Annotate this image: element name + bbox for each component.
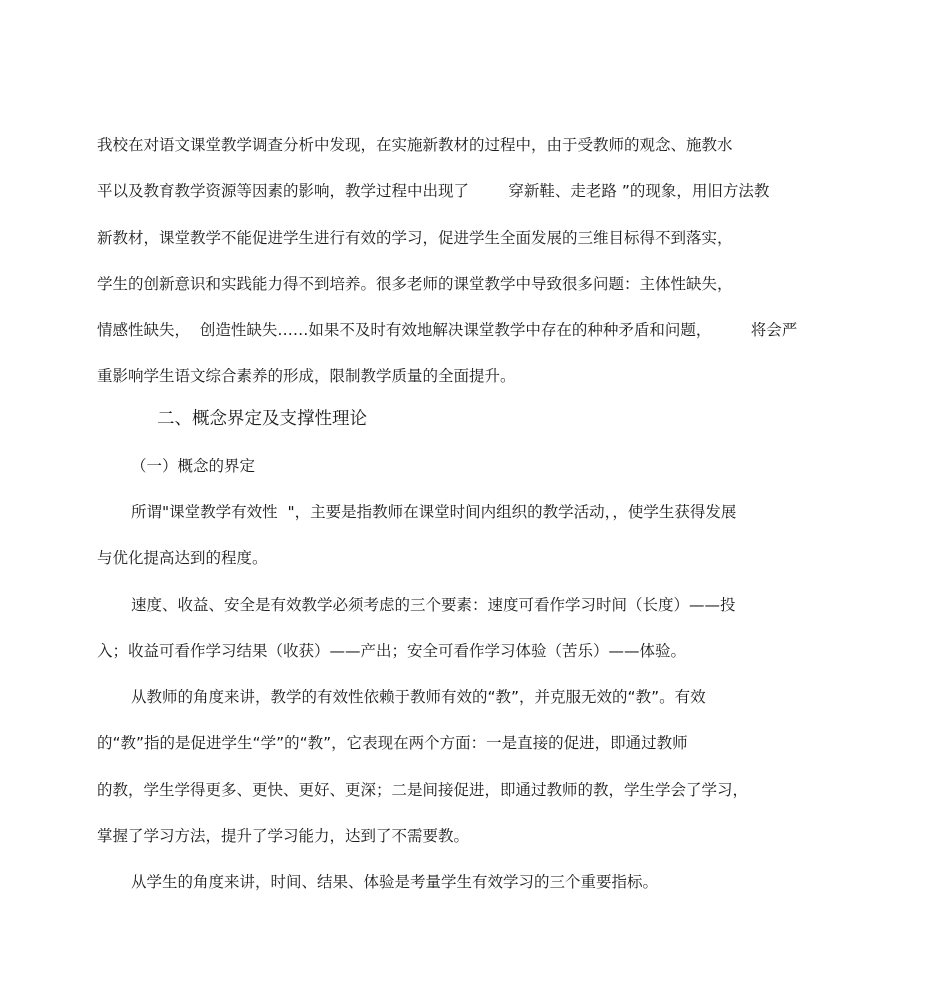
paragraph-1-line-2: 平以及教育教学资源等因素的影响，教学过程中出现了 穿新鞋、走老路 ”的现象，用旧方法教 (97, 182, 770, 200)
subsection-heading: （一）概念的界定 (131, 457, 256, 475)
paragraph-4-line-2: 的“教”指的是促进学生“学”的“教”，它表现在两个方面：一是直接的促进，即通过教师 (97, 734, 688, 752)
paragraph-3-line-2: 入；收益可看作学习结果（收获）——产出；安全可看作学习体验（苦乐）——体验。 (97, 642, 687, 660)
paragraph-1-line-5: 情感性缺失， 创造性缺失……如果不及时有效地解决课堂教学中存在的种种矛盾和问题， 将会严 (97, 321, 798, 339)
paragraph-1-line-1: 我校在对语文课堂教学调查分析中发现，在实施新教材的过程中，由于受教师的观念、施教水 (97, 136, 733, 154)
paragraph-5-line-1: 从学生的角度来讲，时间、结果、体验是考量学生有效学习的三个重要指标。 (131, 873, 659, 891)
paragraph-4-line-4: 掌握了学习方法，提升了学习能力，达到了不需要教。 (97, 827, 470, 845)
paragraph-1-line-3: 新教材，课堂教学不能促进学生进行有效的学习，促进学生全面发展的三维目标得不到落实， (97, 229, 733, 247)
section-heading: 二、概念界定及支撑性理论 (157, 409, 367, 429)
paragraph-4-line-1: 从教师的角度来讲，教学的有效性依赖于教师有效的“教”，并克服无效的“教”。有效 (131, 688, 706, 706)
paragraph-1-line-4: 学生的创新意识和实践能力得不到培养。很多老师的课堂教学中导致很多问题：主体性缺失， (97, 275, 733, 293)
paragraph-3-line-1: 速度、收益、安全是有效教学必须考虑的三个要素：速度可看作学习时间（长度）——投 (131, 596, 736, 614)
paragraph-1-line-6: 重影响学生语文综合素养的形成，限制教学质量的全面提升。 (97, 367, 516, 385)
paragraph-4-line-3: 的教，学生学得更多、更快、更好、更深；二是间接促进，即通过教师的教，学生学会了学习， (97, 781, 749, 799)
paragraph-2-line-2: 与优化提高达到的程度。 (97, 549, 268, 567)
paragraph-2-line-1: 所谓"课堂教学有效性 "，主要是指教师在课堂时间内组织的教学活动，，使学生获得发展 (131, 503, 737, 521)
